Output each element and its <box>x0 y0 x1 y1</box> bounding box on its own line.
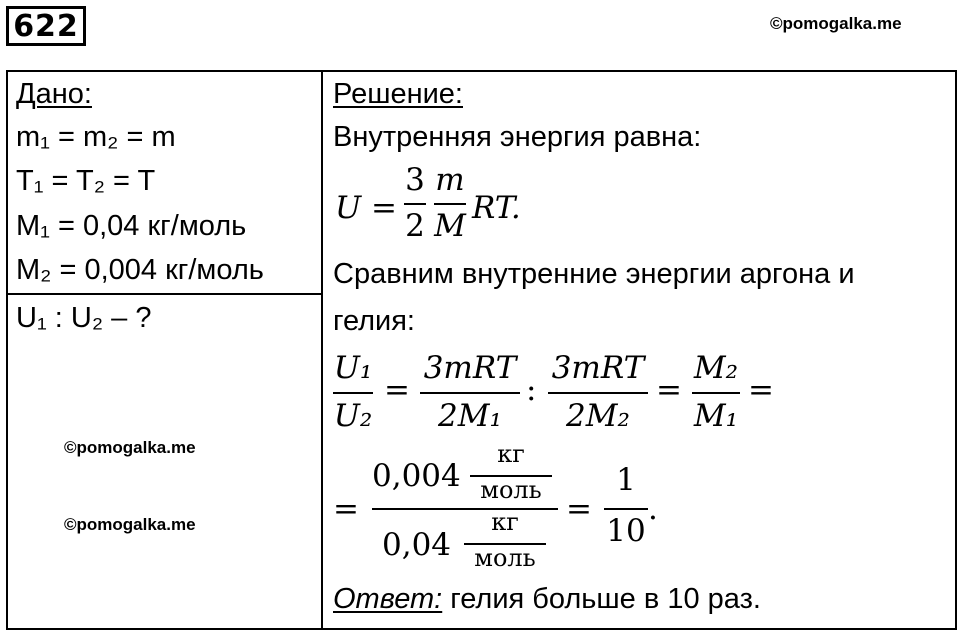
formula1-M: M <box>434 208 466 244</box>
formula2-den-2: 2M₂ <box>566 398 630 434</box>
formula3-eq-2: = <box>566 491 592 527</box>
given-line-temps: T₁ = T₂ = T <box>16 165 156 197</box>
formula2-num-2: 3mRT <box>551 350 645 386</box>
formula1-tail: RT. <box>472 190 521 226</box>
formula2-num-1: 3mRT <box>423 350 517 386</box>
formula2-U1: U₁ <box>333 350 373 386</box>
watermark-1: ©pomogalka.me <box>64 438 196 457</box>
answer-text: гелия больше в 10 раз. <box>442 583 761 615</box>
header-watermark: ©pomogalka.me <box>770 14 902 33</box>
formula3-num-unit-bottom: моль <box>480 476 542 504</box>
answer-label: Ответ: <box>333 583 443 615</box>
formula1-m: m <box>435 162 465 198</box>
formula3-num-value: 0,004 <box>372 458 461 494</box>
formula3-num-unit-top: кг <box>497 440 525 468</box>
formula2-M1: M₁ <box>693 398 739 434</box>
answer-line <box>333 583 761 616</box>
formula3-den-unit-top: кг <box>491 508 519 536</box>
formula2-M2: M₂ <box>693 350 739 386</box>
compare-line-2: гелия: <box>333 305 415 337</box>
formula2-eq-end: = <box>748 372 774 408</box>
formula3-dot: . <box>648 491 658 527</box>
formula2-eq-2: = <box>656 372 682 408</box>
problem-number: 622 <box>6 6 86 46</box>
formula1-lhs: U = <box>335 190 397 226</box>
formula2-U2: U₂ <box>333 398 373 434</box>
formula2-den-1: 2M₁ <box>438 398 502 434</box>
watermark-2: ©pomogalka.me <box>64 515 196 534</box>
formula1-two: 2 <box>405 208 425 244</box>
formula2-eq-1: = <box>384 372 410 408</box>
given-line-masses: m₁ = m₂ = m <box>16 121 176 153</box>
formula2-colon: : <box>526 372 537 408</box>
given-title: Дано: <box>16 78 92 110</box>
formula3-den-value: 0,04 <box>382 527 452 563</box>
formula3-den-unit-bottom: моль <box>474 544 536 572</box>
formula3-one: 1 <box>616 462 636 498</box>
find-line: U₁ : U₂ – ? <box>16 302 152 334</box>
compare-line-1: Сравним внутренние энергии аргона и <box>333 258 855 290</box>
formula3-ten: 10 <box>606 513 646 549</box>
given-line-molar-2: M₂ = 0,004 кг/моль <box>16 254 264 286</box>
formula3-eq-1: = <box>333 491 359 527</box>
given-line-molar-1: M₁ = 0,04 кг/моль <box>16 210 247 242</box>
solution-intro: Внутренняя энергия равна: <box>333 121 702 153</box>
solution-title: Решение: <box>333 78 463 110</box>
formula1-three: 3 <box>405 162 425 198</box>
